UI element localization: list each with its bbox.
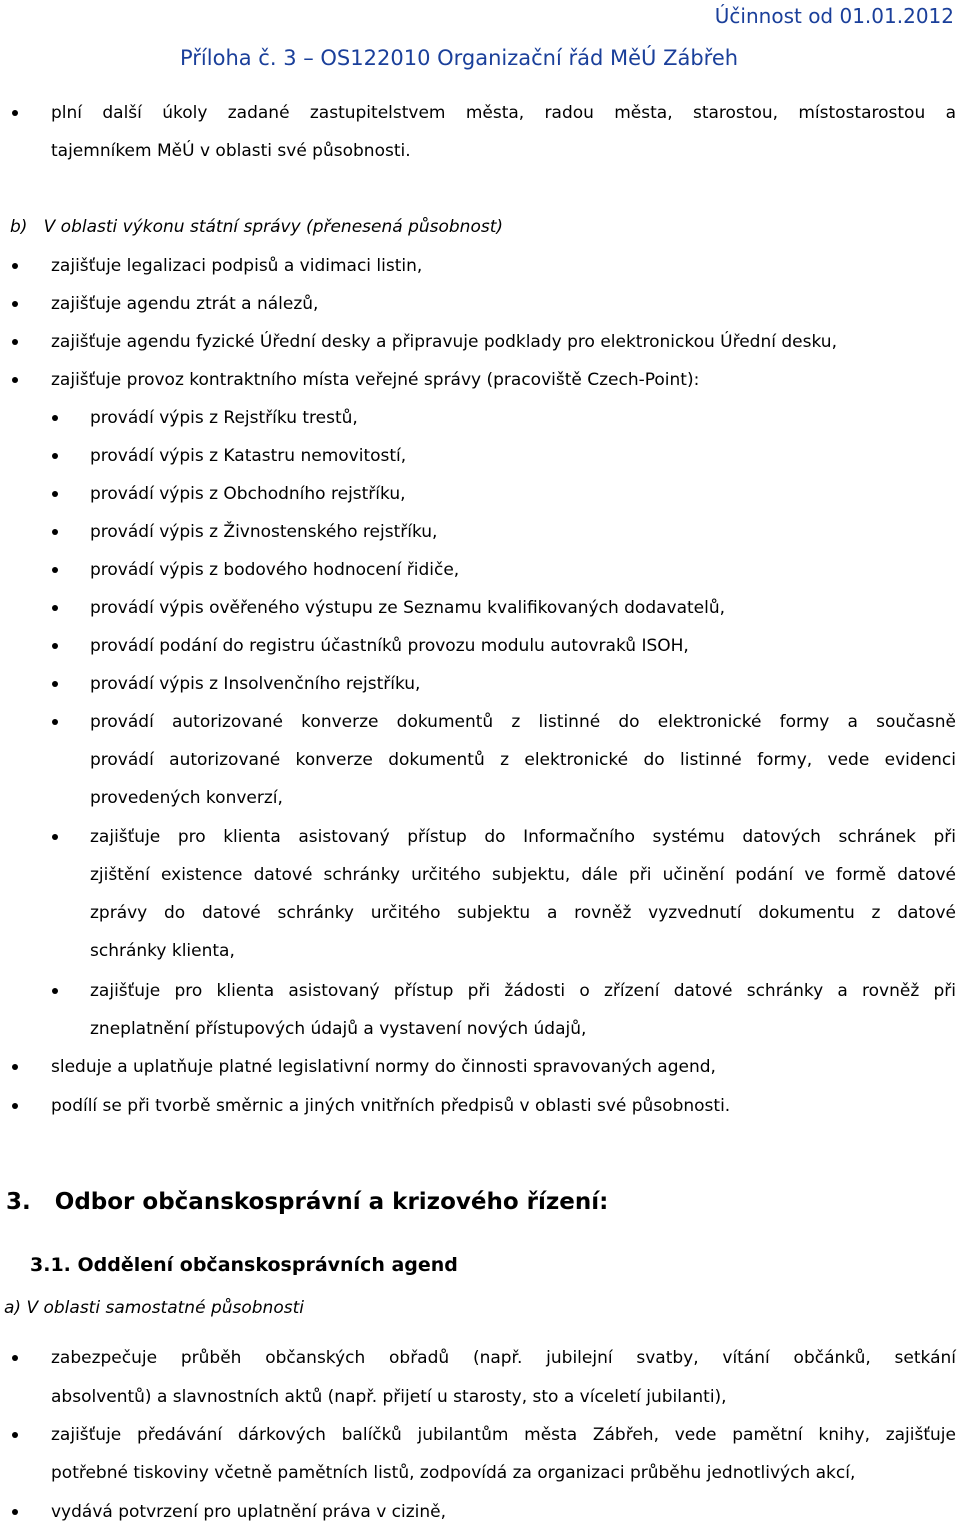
bullet: [52, 529, 58, 535]
list-item: zajišťuje provoz kontraktního místa veřejné správy (pracoviště Czech-Point):: [51, 370, 700, 390]
list-item: zajišťuje legalizaci podpisů a vidimaci listin,: [51, 256, 423, 276]
bullet: [52, 719, 58, 725]
konverze-line-3: provedených konverzí,: [90, 788, 283, 808]
item2-line-2: potřebné tiskoviny včetně pamětních listů, zodpovídá za organizaci průběhu jednotlivých akcí,: [51, 1463, 856, 1483]
bullet: [12, 1509, 18, 1515]
sub-list-item: provádí výpis z Živnostenského rejstříku,: [90, 522, 438, 542]
bullet: [52, 453, 58, 459]
bullet: [12, 301, 18, 307]
zrizeni-line-2: zneplatnění přístupových údajů a vystavení nových údajů,: [90, 1019, 587, 1039]
bullet: [52, 567, 58, 573]
sub-list-item: provádí výpis ověřeného výstupu ze Seznamu kvalifikovaných dodavatelů,: [90, 598, 726, 618]
bullet: [12, 1432, 18, 1438]
schranky-line-1: zajišťuje pro klienta asistovaný přístup do Informačního systému datových schránek při: [90, 827, 956, 847]
bullet: [12, 377, 18, 383]
bullet: [12, 1103, 18, 1109]
sub-list-item: provádí výpis z Katastru nemovitostí,: [90, 446, 407, 466]
sub-list-item: provádí výpis z Rejstříku trestů,: [90, 408, 358, 428]
konverze-line-1: provádí autorizované konverze dokumentů z listinné do elektronické formy a současně: [90, 712, 956, 732]
bullet: [52, 605, 58, 611]
bullet: [12, 1355, 18, 1361]
bullet: [52, 643, 58, 649]
bullet: [12, 1064, 18, 1070]
bullet: [52, 988, 58, 994]
intro-line-2: tajemníkem MěÚ v oblasti své působnosti.: [51, 141, 411, 161]
item1-line-1: zabezpečuje průběh občanských obřadů (např. jubilejní svatby, vítání občánků, setkání: [51, 1348, 956, 1368]
item2-line-1: zajišťuje předávání dárkových balíčků jubilantům města Zábřeh, vede pamětní knihy, zajišťuje: [51, 1425, 956, 1445]
list-item: zajišťuje agendu fyzické Úřední desky a připravuje podklady pro elektronickou Úřední desku,: [51, 332, 837, 352]
section-heading: 3. Odbor občanskosprávní a krizového řízení:: [6, 1189, 609, 1215]
section-b-heading: b) V oblasti výkonu státní správy (přenesená působnost): [10, 217, 504, 237]
effective-date: Účinnost od 01.01.2012: [714, 4, 954, 28]
schranky-line-4: schránky klienta,: [90, 941, 235, 961]
subsection-heading: 3.1. Oddělení občanskosprávních agend: [30, 1254, 458, 1276]
sub-list-item: provádí výpis z Obchodního rejstříku,: [90, 484, 406, 504]
list-item: podílí se při tvorbě směrnic a jiných vnitřních předpisů v oblasti své působnosti.: [51, 1096, 731, 1116]
bullet: [52, 415, 58, 421]
document-title: Příloha č. 3 – OS122010 Organizační řád MěÚ Zábřeh: [180, 46, 739, 70]
bullet: [52, 834, 58, 840]
bullet: [52, 681, 58, 687]
list-item: zajišťuje agendu ztrát a nálezů,: [51, 294, 319, 314]
item3: vydává potvrzení pro uplatnění práva v cizině,: [51, 1502, 447, 1522]
sub-list-item: provádí podání do registru účastníků provozu modulu autovraků ISOH,: [90, 636, 689, 656]
bullet: [52, 491, 58, 497]
schranky-line-2: zjištění existence datové schránky určitého subjektu, dále při učinění podání ve formě datové: [90, 865, 956, 885]
konverze-line-2: provádí autorizované konverze dokumentů z elektronické do listinné formy, vede evidenci: [90, 750, 956, 770]
item1-line-2: absolventů) a slavnostních aktů (např. přijetí u starosty, sto a víceletí jubilanti),: [51, 1387, 727, 1407]
bullet: [12, 339, 18, 345]
sub-list-item: provádí výpis z bodového hodnocení řidiče,: [90, 560, 460, 580]
section-a-heading: a) V oblasti samostatné působnosti: [4, 1298, 304, 1318]
list-item: sleduje a uplatňuje platné legislativní normy do činnosti spravovaných agend,: [51, 1057, 716, 1077]
sub-list-item: provádí výpis z Insolvenčního rejstříku,: [90, 674, 421, 694]
zrizeni-line-1: zajišťuje pro klienta asistovaný přístup při žádosti o zřízení datové schránky a rovněž při: [90, 981, 956, 1001]
bullet: [12, 263, 18, 269]
schranky-line-3: zprávy do datové schránky určitého subjektu a rovněž vyzvednutí dokumentu z datové: [90, 903, 956, 923]
bullet: [12, 110, 18, 116]
intro-line-1: plní další úkoly zadané zastupitelstvem města, radou města, starostou, místostarostou a: [51, 103, 956, 123]
